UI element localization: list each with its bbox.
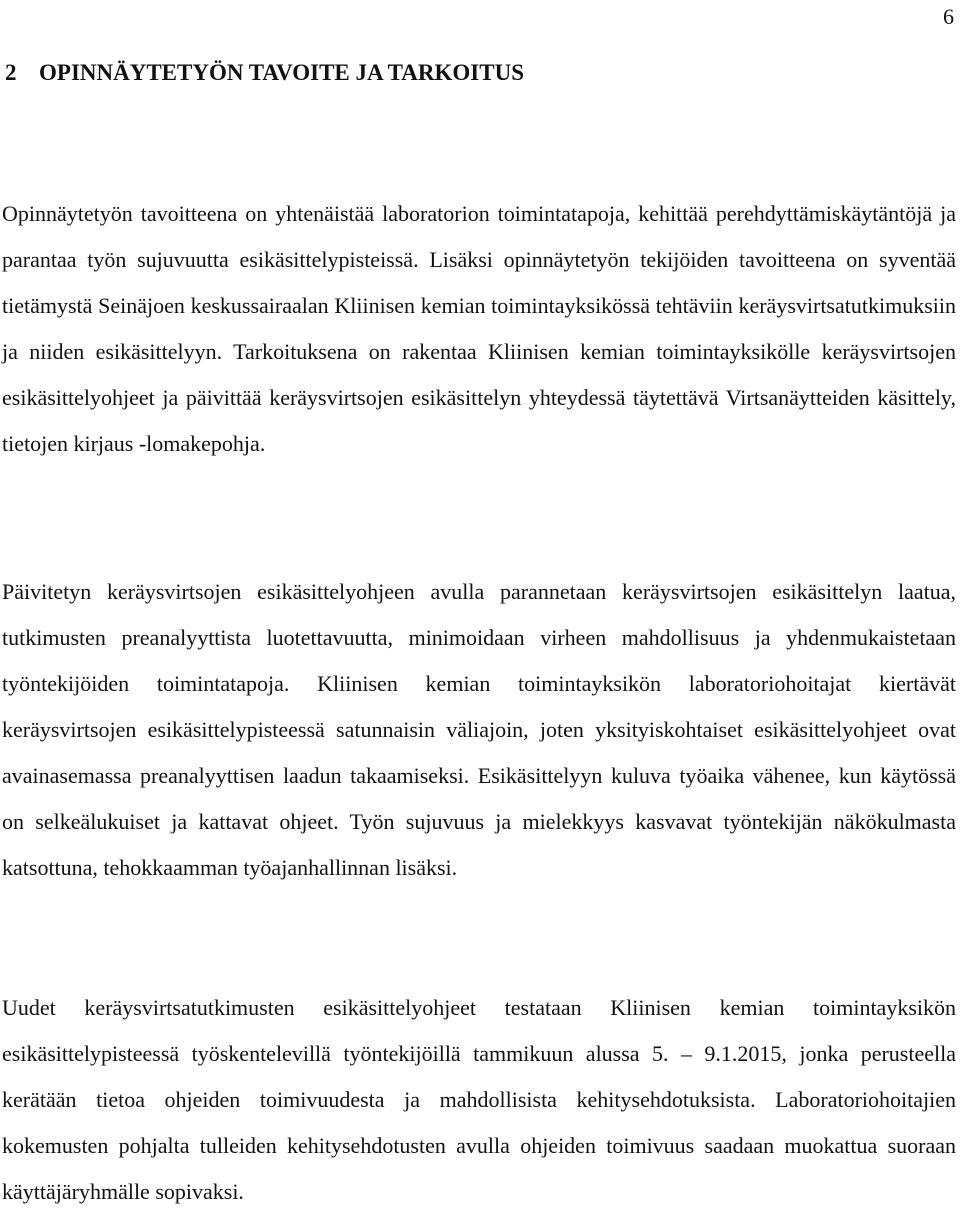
paragraph-objective: Opinnäytetyön tavoitteena on yhtenäistää laboratorion toimintatapoja, kehittää perehdyttämiskäytäntöjä ja parantaa työn sujuvuutta esikäsittelypisteissä. Lisäksi opinnäytetyön tekijöiden tavoitteena on syventää tietämystä Seinäjoen keskussairaalan Kliinisen kemian toimintayksikössä tehtäviin keräysvirtsatutkimuksiin ja niiden esikäsittelyyn. Tarkoituksena on rakentaa Kliinisen kemian toimintayksikölle keräysvirtsojen esikäsittelyohjeet ja päivittää keräysvirtsojen esikäsittelyn yhteydessä täytettävä Virtsanäytteiden käsittely, tietojen kirjaus -lomakepohja. bbox=[2, 201, 956, 456]
page-number: 6 bbox=[943, 4, 954, 29]
paragraph-benefits: Päivitetyn keräysvirtsojen esikäsittelyohjeen avulla parannetaan keräysvirtsojen esikäsittelyn laatua, tutkimusten preanalyyttista luotettavuutta, minimoidaan virheen mahdollisuus ja yhdenmukaistetaan työntekijöiden toimintatapoja. Kliinisen kemian toimintayksikön laboratoriohoitajat kiertävät keräysvirtsojen esikäsittelypisteessä satunnaisin väliajoin, joten yksityiskohtaiset esikäsittelyohjeet ovat avainasemassa preanalyyttisen laadun takaamiseksi. Esikäsittelyyn kuluva työaika vähenee, kun käytössä on selkeälukuiset ja kattavat ohjeet. Työn sujuvuus ja mielekkyys kasvavat työntekijän näkökulmasta katsottuna, tehokkaamman työajanhallinnan lisäksi. bbox=[2, 579, 956, 880]
chapter-title: OPINNÄYTETYÖN TAVOITE JA TARKOITUS bbox=[39, 60, 524, 85]
chapter-heading bbox=[5, 56, 524, 90]
paragraph-testing: Uudet keräysvirtsatutkimusten esikäsittelyohjeet testataan Kliinisen kemian toimintayksikön esikäsittelypisteessä työskentelevillä työntekijöillä tammikuun alussa 5. – 9.1.2015, jonka perusteella kerätään tietoa ohjeiden toimivuudesta ja mahdollisista kehitysehdotuksista. Laboratoriohoitajien kokemusten pohjalta tulleiden kehitysehdotusten avulla ohjeiden toimivuus saadaan muokattua suoraan käyttäjäryhmälle sopivaksi. bbox=[2, 995, 956, 1204]
chapter-number: 2 bbox=[5, 60, 17, 85]
